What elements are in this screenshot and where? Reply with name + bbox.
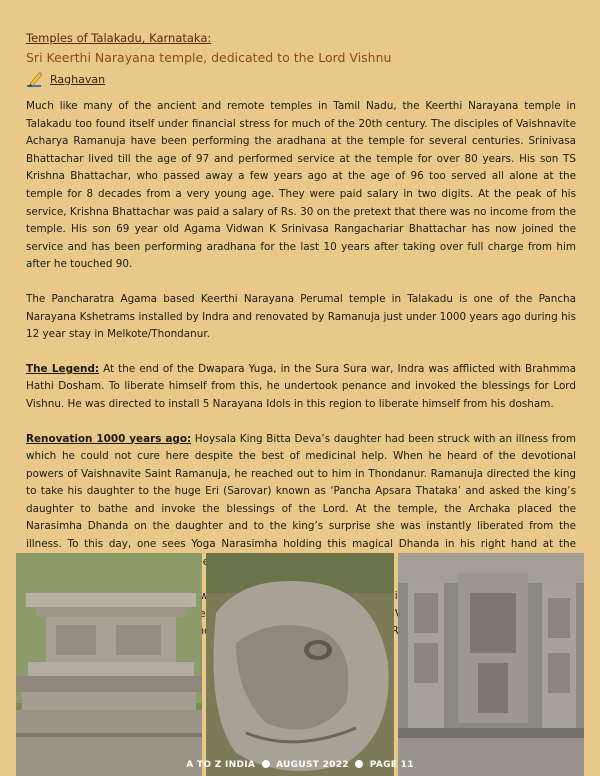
author-name[interactable]: Raghavan <box>50 72 106 86</box>
renovation-text: Hoysala King Bitta Deva’s daughter had been struck with an illness from which he could not cure here despite the best of medicinal help. When he heard of the devotional powers of Vaishnavite Saint Ramanuja, he reached out to him in Thondanur. Ramanuja directed the king to take his daughter to the huge Eri (Sarovar) known as ‘Pancha Apsara Thataka’ and asked the king’s daughter to bathe and invoke the blessings of the Lord. At the temple, the Archaka placed the Narasimha Dhanda on the daughter and to the king’s surprise she was instantly liberated from the illness. To this day, one sees Yoga Narasimha holding this magical Dhanda in his right hand at the <box>26 432 576 551</box>
paragraph-pancharatra: The Pancharatra Agama based Keerthi Narayana Perumal temple in Talakadu is one of the Pancha Narayana Kshetrams installed by Indra and renovated by Ramanuja just under 1000 years ago during his 12 year stay in Melkote/Thondanur. <box>26 292 576 341</box>
temple-wall-carving-photo <box>398 553 584 776</box>
page-footer <box>0 760 600 770</box>
author-row <box>26 70 586 88</box>
footer-publication: A TO Z INDIA <box>186 760 256 770</box>
paragraph-vishnuvardhan: him funded <box>187 590 408 638</box>
footer-issue: AUGUST 2022 <box>276 760 349 770</box>
footer-bullet-icon <box>262 760 270 768</box>
paragraph-intro: Much like many of the ancient and remote temples in Tamil Nadu, the Keerthi Narayana temple in Talakadu too found itself under financial stress for much of the 20th century. The disciples of Vaishnavite Acharya Ramanuja have been performing the aradhana at the temple for several centuries. Srinivasa Bhattachar lived till the age of 97 and performed service at the temple for over 80 years. His son TS Krishna Bhattachar, who passed away a few years ago at the age of 96 too served all alone at the temple for 8 decades from a very young age. They were paid salary in two digits. At the peak of his service, Krishna Bhattachar was paid a salary of Rs. 30 on the pretext that there was no income from the temple. His son 69 year old Agama Vidwan K Srinivasa Rangachariar Bhattachar has now joined the service and has been performing aradhana for the last 10 years after taking over full charge from him after he touched 90. <box>26 100 576 271</box>
article-header <box>26 30 586 88</box>
carved-stone-photo <box>206 553 394 776</box>
footer-bullet-icon <box>355 760 363 768</box>
pen-icon <box>26 70 44 88</box>
legend-text: At the end of the Dwapara Yuga, in the Sura Sura war, Indra was afflicted with Brahmma Hathi Dosham. To liberate himself from this, he undertook penance and invoked the blessings for Lord Vishnu. He was directed to install 5 Narayana Idols in this region to liberate himself from his dosham. <box>26 362 576 410</box>
legend-heading: The Legend: <box>26 362 100 375</box>
article-subtitle: Sri Keerthi Narayana temple, dedicated to the Lord Vishnu <box>26 50 392 65</box>
photo-strip <box>16 553 584 776</box>
footer-page-number: PAGE 11 <box>369 760 414 770</box>
paragraph-renovation <box>26 431 576 572</box>
temple-pedestal-photo <box>16 553 202 776</box>
renovation-heading: Renovation 1000 years ago: <box>26 432 192 445</box>
section-title[interactable]: Temples of Talakadu, Karnataka: <box>26 31 212 45</box>
paragraph-legend <box>26 361 576 414</box>
